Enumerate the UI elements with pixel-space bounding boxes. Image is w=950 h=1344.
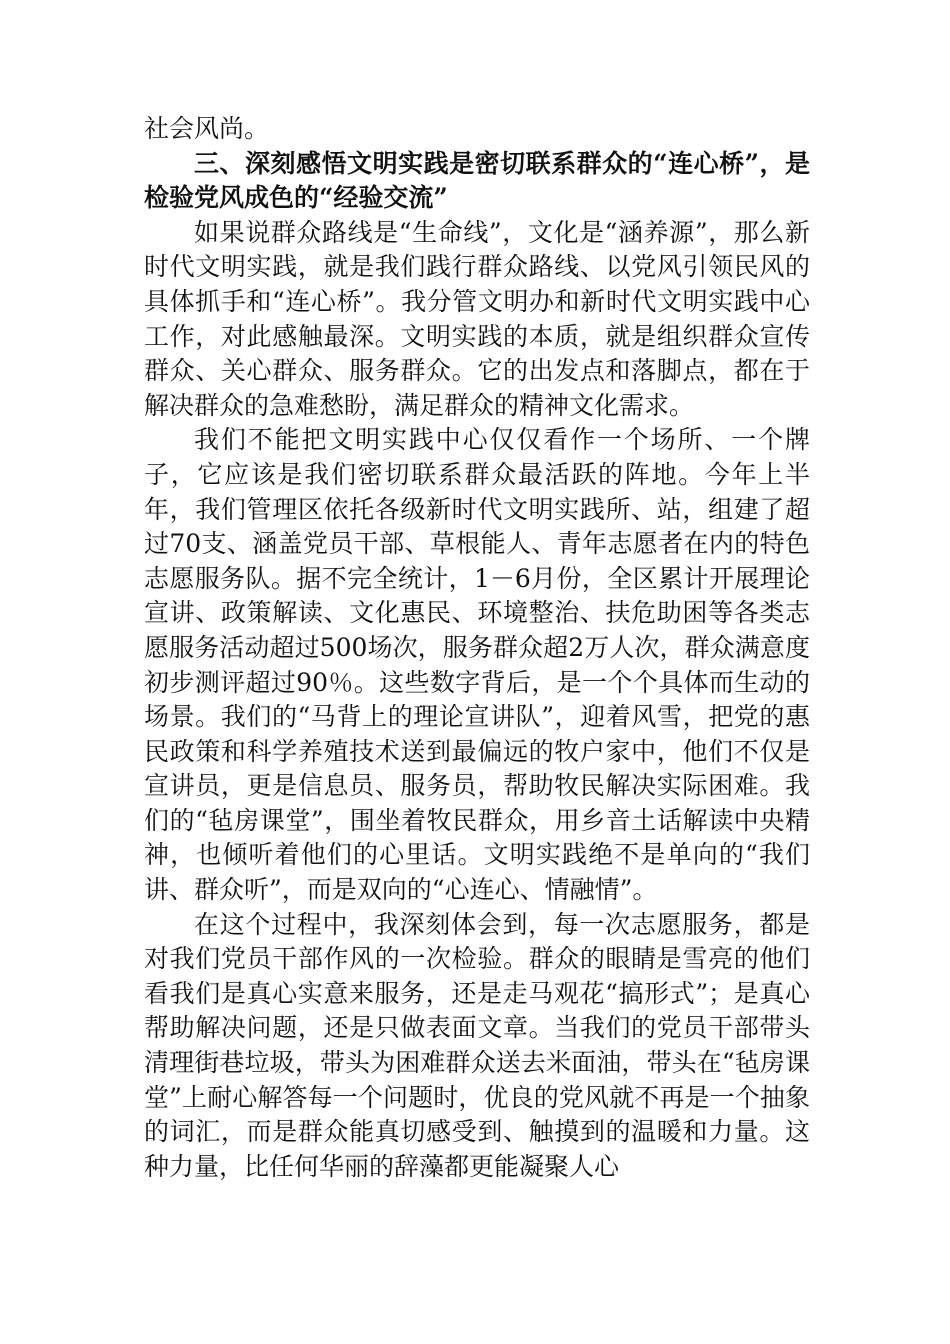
paragraph-3: 在这个过程中，我深刻体会到，每一次志愿服务，都是对我们党员干部作风的一次检验。群众的眼睛是雪亮的他们看我们是真心实意来服务，还是走马观花“搞形式”；是真心帮助解决问题，还是只做表面文章。当我们的党员干部带头清理街巷垃圾，带头为困难群众送去米面油，带头在“毡房课堂”上耐心解答每一个问题时，优良的党风就不再是一个抽象的词汇，而是群众能真切感受到、触摸到的温暖和力量。这种力量，比任何华丽的辞藻都更能凝聚人心: [144, 909, 810, 1181]
paragraph-continuation: 社会风尚。: [144, 114, 270, 143]
paragraph-1: 如果说群众路线是“生命线”，文化是“涵养源”，那么新时代文明实践，就是我们践行群众路线、以党风引领民风的具体抓手和“连心桥”。我分管文明办和新时代文明实践中心工作，对此感触最深。文明实践的本质，就是组织群众宣传群众、关心群众、服务群众。它的出发点和落脚点，都在于解决群众的急难愁盼，满足群众的精神文化需求。: [144, 217, 810, 420]
paragraph-2: 我们不能把文明实践中心仅仅看作一个场所、一个牌子，它应该是我们密切联系群众最活跃的阵地。今年上半年，我们管理区依托各级新时代文明实践所、站，组建了超过70支、涵盖党员干部、草根能人、青年志愿者在内的特色志愿服务队。据不完全统计，1－6月份，全区累计开展理论宣讲、政策解读、文化惠民、环境整治、扶危助困等各类志愿服务活动超过500场次，服务群众超2万人次，群众满意度初步测评超过90％。这些数字背后，是一个个具体而生动的场景。我们的“马背上的理论宣讲队”，迎着风雪，把党的惠民政策和科学养殖技术送到最偏远的牧户家中，他们不仅是宣讲员，更是信息员、服务员，帮助牧民解决实际困难。我们的“毡房课堂”，围坐着牧民群众，用乡音土话解读中央精神，也倾听着他们的心里话。文明实践绝不是单向的“我们讲、群众听”，而是双向的“心连心、情融情”。: [144, 425, 810, 905]
document-body: [144, 112, 810, 1184]
section-heading: 三、深刻感悟文明实践是密切联系群众的“连心桥”，是检验党风成色的“经验交流”: [144, 148, 810, 213]
